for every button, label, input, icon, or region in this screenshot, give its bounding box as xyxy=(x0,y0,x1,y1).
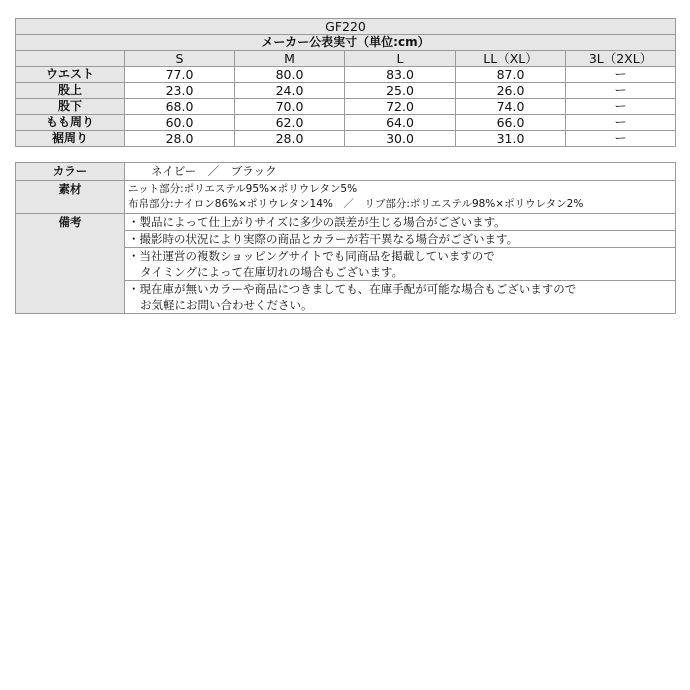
size-value: 74.0 xyxy=(456,99,566,115)
size-value: 64.0 xyxy=(345,115,456,131)
column-header: LL（XL） xyxy=(456,51,566,67)
size-value: 77.0 xyxy=(125,67,235,83)
size-value: 28.0 xyxy=(235,131,345,147)
note-item xyxy=(125,214,676,231)
size-table-subtitle: メーカー公表実寸（単位:cm） xyxy=(16,35,676,51)
row-label: もも周り xyxy=(16,115,125,131)
note-item xyxy=(125,231,676,248)
note-text: ・撮影時の状況により実際の商品とカラーが若干異なる場合がございます。 xyxy=(128,232,519,246)
notes-label: 備考 xyxy=(16,214,125,314)
size-table-subtitle-row xyxy=(16,35,676,51)
material-value xyxy=(125,181,676,214)
material-row xyxy=(16,181,676,214)
material-label: 素材 xyxy=(16,181,125,214)
size-value: 70.0 xyxy=(235,99,345,115)
row-label: 股下 xyxy=(16,99,125,115)
note-text: ・当社運営の複数ショッピングサイトでも同商品を掲載していますので xyxy=(128,249,495,263)
notes-row xyxy=(16,214,676,231)
size-value: 24.0 xyxy=(235,83,345,99)
size-table xyxy=(15,18,676,147)
table-row xyxy=(16,83,676,99)
column-header: M xyxy=(235,51,345,67)
note-item xyxy=(125,248,676,281)
size-value: ー xyxy=(566,99,676,115)
table-row xyxy=(16,99,676,115)
table-row xyxy=(16,131,676,147)
row-label: ウエスト xyxy=(16,67,125,83)
size-column-header-row xyxy=(16,51,676,67)
size-value: ー xyxy=(566,67,676,83)
column-header: 3L（2XL） xyxy=(566,51,676,67)
size-value: ー xyxy=(566,115,676,131)
color-value: ネイビー ／ ブラック xyxy=(125,163,676,181)
size-value: 23.0 xyxy=(125,83,235,99)
size-value: 66.0 xyxy=(456,115,566,131)
product-info-table xyxy=(15,162,676,314)
table-row xyxy=(16,67,676,83)
note-item xyxy=(125,281,676,314)
row-label: 裾周り xyxy=(16,131,125,147)
material-line: 布帛部分:ナイロン86%×ポリウレタン14% ／ リブ部分:ポリエステル98%×ポリウレタン2% xyxy=(128,198,584,210)
note-text-continued: お気軽にお問い合わせください。 xyxy=(140,298,313,312)
size-value: 87.0 xyxy=(456,67,566,83)
size-value: 62.0 xyxy=(235,115,345,131)
color-row xyxy=(16,163,676,181)
table-row xyxy=(16,115,676,131)
size-value: 80.0 xyxy=(235,67,345,83)
size-value: 72.0 xyxy=(345,99,456,115)
size-value: 26.0 xyxy=(456,83,566,99)
note-text: ・現在庫が無いカラーや商品につきましても、在庫手配が可能な場合もございますので xyxy=(128,282,577,296)
size-value: 25.0 xyxy=(345,83,456,99)
size-value: 30.0 xyxy=(345,131,456,147)
size-table-title-row xyxy=(16,19,676,35)
size-value: ー xyxy=(566,131,676,147)
note-text-continued: タイミングによって在庫切れの場合もございます。 xyxy=(140,265,404,279)
size-value: 83.0 xyxy=(345,67,456,83)
row-label: 股上 xyxy=(16,83,125,99)
size-value: 60.0 xyxy=(125,115,235,131)
size-value: ー xyxy=(566,83,676,99)
size-value: 68.0 xyxy=(125,99,235,115)
size-value: 28.0 xyxy=(125,131,235,147)
color-label: カラー xyxy=(16,163,125,181)
size-value: 31.0 xyxy=(456,131,566,147)
column-header: S xyxy=(125,51,235,67)
column-header: L xyxy=(345,51,456,67)
material-line: ニット部分:ポリエステル95%×ポリウレタン5% xyxy=(128,183,358,195)
corner-cell xyxy=(16,51,125,67)
note-text: ・製品によって仕上がりサイズに多少の誤差が生じる場合がございます。 xyxy=(128,215,506,229)
model-number: GF220 xyxy=(16,19,676,35)
